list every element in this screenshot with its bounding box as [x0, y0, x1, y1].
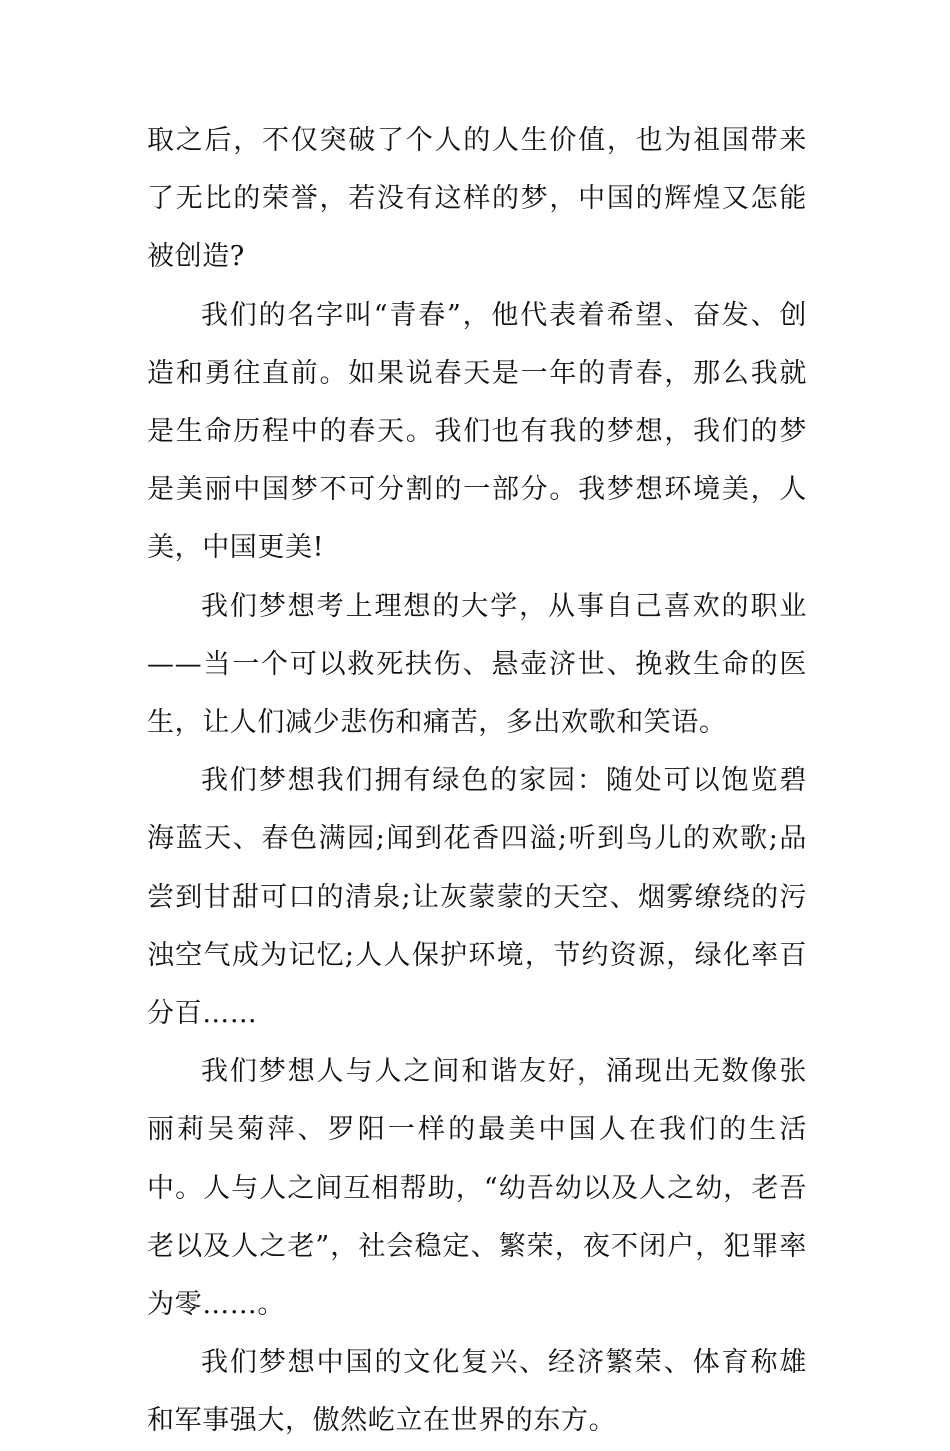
paragraph-youth-name: 我们的名字叫“青春”，他代表着希望、奋发、创造和勇往直前。如果说春天是一年的青春，那么我就是生命历程中的春天。我们也有我的梦想，我们的梦是美丽中国梦不可分割的一部分。我梦想环境美，人美，中国更美!: [147, 299, 807, 564]
paragraph-university-dream: 我们梦想考上理想的大学，从事自己喜欢的职业——当一个可以救死扶伤、悬壶济世、挽救生命的医生，让人们减少悲伤和痛苦，多出欢歌和笑语。: [147, 590, 807, 739]
paragraph-green-home: 我们梦想我们拥有绿色的家园：随处可以饱览碧海蓝天、春色满园;闻到花香四溢;听到鸟儿的欢歌;品尝到甘甜可口的清泉;让灰蒙蒙的天空、烟雾缭绕的污浊空气成为记忆;人人保护环境，节约资源，绿化率百分百……: [147, 765, 807, 1030]
body-text: [147, 112, 807, 1451]
paragraph-harmony: 我们梦想人与人之间和谐友好，涌现出无数像张丽莉吴菊萍、罗阳一样的最美中国人在我们的生活中。人与人之间互相帮助，“幼吾幼以及人之幼，老吾老以及人之老”，社会稳定、繁荣，夜不闭户，犯罪率为零……。: [147, 1056, 807, 1321]
paragraph-china-revival: 我们梦想中国的文化复兴、经济繁荣、体育称雄和军事强大，傲然屹立在世界的东方。: [147, 1347, 807, 1437]
paragraph-continuation: 取之后，不仅突破了个人的人生价值，也为祖国带来了无比的荣誉，若没有这样的梦，中国的辉煌又怎能被创造?: [147, 125, 807, 273]
